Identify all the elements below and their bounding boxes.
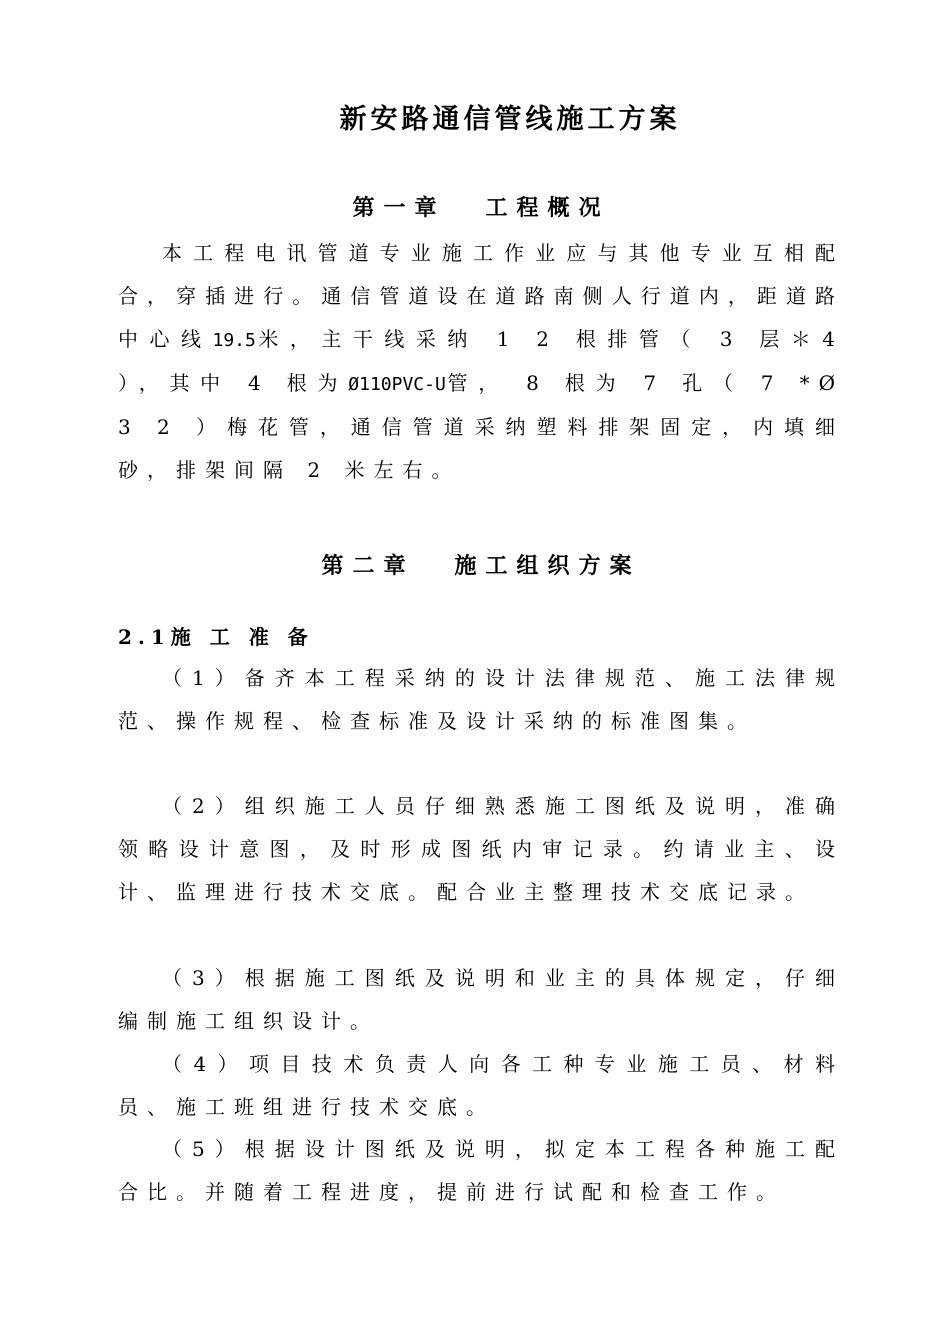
chapter-1-text-part3: 管， 8 根为 7 孔（ 7 *Ø 3 2 ）梅花管，通信管道采纳塑料排架固定，内填细砂，排架间隔 2 米左右。	[118, 371, 844, 482]
section-2-1-heading: 2.1施 工 准 备	[118, 625, 314, 649]
section-item-5: （5）根据设计图纸及说明，拟定本工程各种施工配合比。并随着工程进度，提前进行试配和检查工作。	[118, 1137, 844, 1204]
chapter-1-name: 工程概况	[485, 195, 610, 221]
section-item-3: （3）根据施工图纸及说明和业主的具体规定，仔细编制施工组织设计。	[118, 966, 844, 1033]
chapter-2-name: 施工组织方案	[454, 553, 641, 579]
chapter-1-text-part1: 本工程电讯管道专业施工作业应与其他专业互相配合，穿插进行。通信管道设在道路南侧人行道内，距道路中心线	[118, 241, 844, 351]
document-title: 新安路通信管线施工方案	[339, 104, 681, 135]
section-item-4: （4）项目技术负责人向各工种专业施工员、材料员、施工班组进行技术交底。	[118, 1052, 844, 1119]
chapter-1-distance: 19.5	[212, 330, 256, 351]
chapter-2-heading	[0, 551, 950, 581]
chapter-1-pipe-spec: Ø110PVC-U	[348, 374, 446, 395]
chapter-1-paragraph	[118, 232, 844, 492]
section-item-2: （2）组织施工人员仔细熟悉施工图纸及说明，准确领略设计意图，及时形成图纸内审记录。约请业主、设计、监理进行技术交底。配合业主整理技术交底记录。	[118, 794, 844, 904]
chapter-1-heading	[0, 193, 950, 223]
chapter-2-number: 第二章	[321, 553, 415, 579]
chapter-1-text-part2: 米，主干线采纳 1 2 根排管（ 3 层＊4 ），其中 4 根为	[118, 327, 845, 395]
section-item-1: （1）备齐本工程采纳的设计法律规范、施工法律规范、操作规程、检查标准及设计采纳的标准图集。	[118, 666, 844, 733]
chapter-1-number: 第一章	[352, 195, 446, 221]
